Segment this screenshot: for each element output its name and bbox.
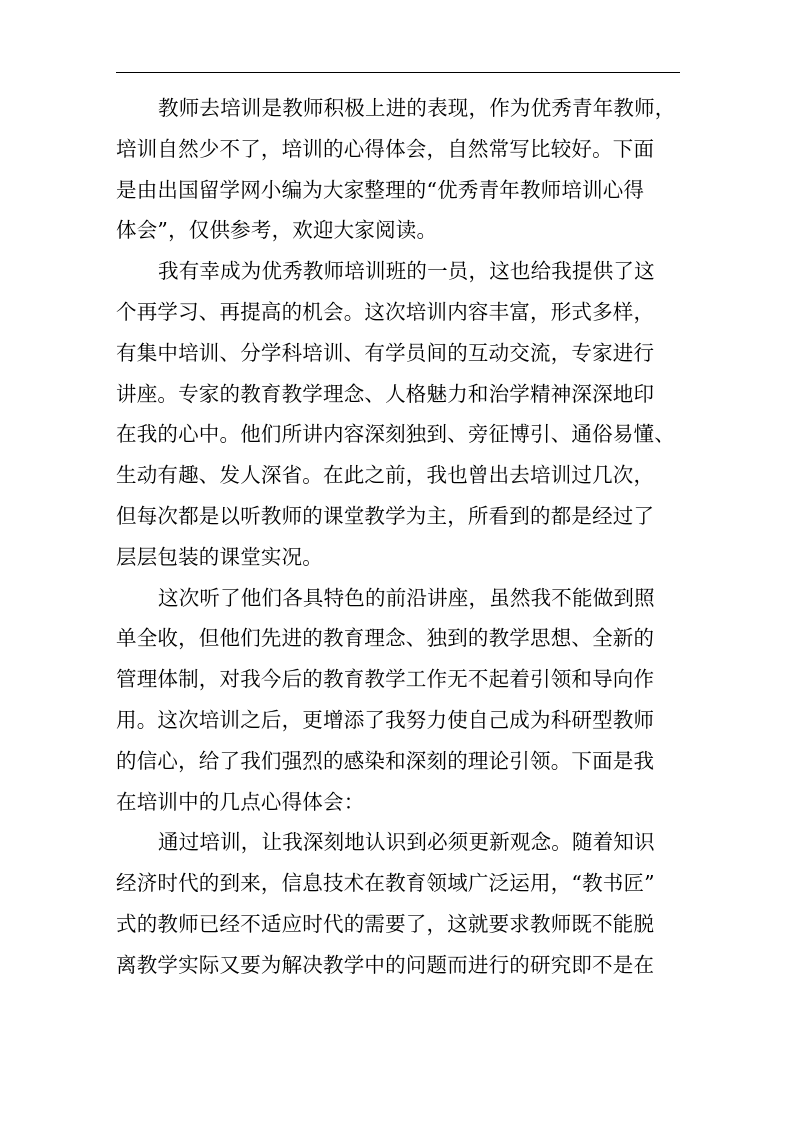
text-line: 个再学习、再提高的机会。这次培训内容丰富，形式多样， [116,299,655,324]
text-line: 式的教师已经不适应时代的需要了，这就要求教师既不能脱 [116,911,655,936]
text-line: 是由出国留学网小编为大家整理的“优秀青年教师培训心得 [116,177,645,202]
text-line: 用。这次培训之后，更增添了我努力使自己成为科研型教师 [116,707,655,732]
text-line: 生动有趣、发人深省。在此之前，我也曾出去培训过几次， [116,463,655,488]
text-line: 层层包装的课堂实况。 [116,544,323,569]
text-line: 离教学实际又要为解决教学中的问题而进行的研究即不是在 [116,952,655,977]
text-line: 有集中培训、分学科培训、有学员间的互动交流，专家进行 [116,340,655,365]
text-line: 我有幸成为优秀教师培训班的一员，这也给我提供了这 [158,259,655,284]
text-line: 教师去培训是教师积极上进的表现，作为优秀青年教师， [158,96,676,120]
paragraph-new-concepts [116,822,680,985]
text-line: 但每次都是以听教师的课堂教学为主，所看到的都是经过了 [116,503,655,528]
text-line: 培训自然少不了，培训的心得体会，自然常写比较好。下面 [116,136,655,161]
paragraph-training-experience [116,251,680,577]
text-line: 经济时代的到来，信息技术在教育领域广泛运用，“教书匠” [116,871,655,896]
text-line: 的信心，给了我们强烈的感染和深刻的理论引领。下面是我 [116,748,655,773]
text-line: 讲座。专家的教育教学理念、人格魅力和治学精神深深地印 [116,381,655,406]
text-line: 通过培训，让我深刻地认识到必须更新观念。随着知识 [158,830,655,855]
document-body [116,88,680,986]
paragraph-lectures [116,578,680,823]
text-line: 这次听了他们各具特色的前沿讲座，虽然我不能做到照 [158,585,655,610]
text-line: 在我的心中。他们所讲内容深刻独到、旁征博引、通俗易懂、 [116,422,675,447]
text-line: 体会”，仅供参考，欢迎大家阅读。 [116,218,438,243]
paragraph-intro [116,88,680,251]
text-line: 在培训中的几点心得体会： [116,789,365,814]
text-line: 单全收，但他们先进的教育理念、独到的教学思想、全新的 [116,626,655,651]
header-rule [116,72,680,73]
text-line: 管理体制，对我今后的教育教学工作无不起着引领和导向作 [116,667,655,692]
